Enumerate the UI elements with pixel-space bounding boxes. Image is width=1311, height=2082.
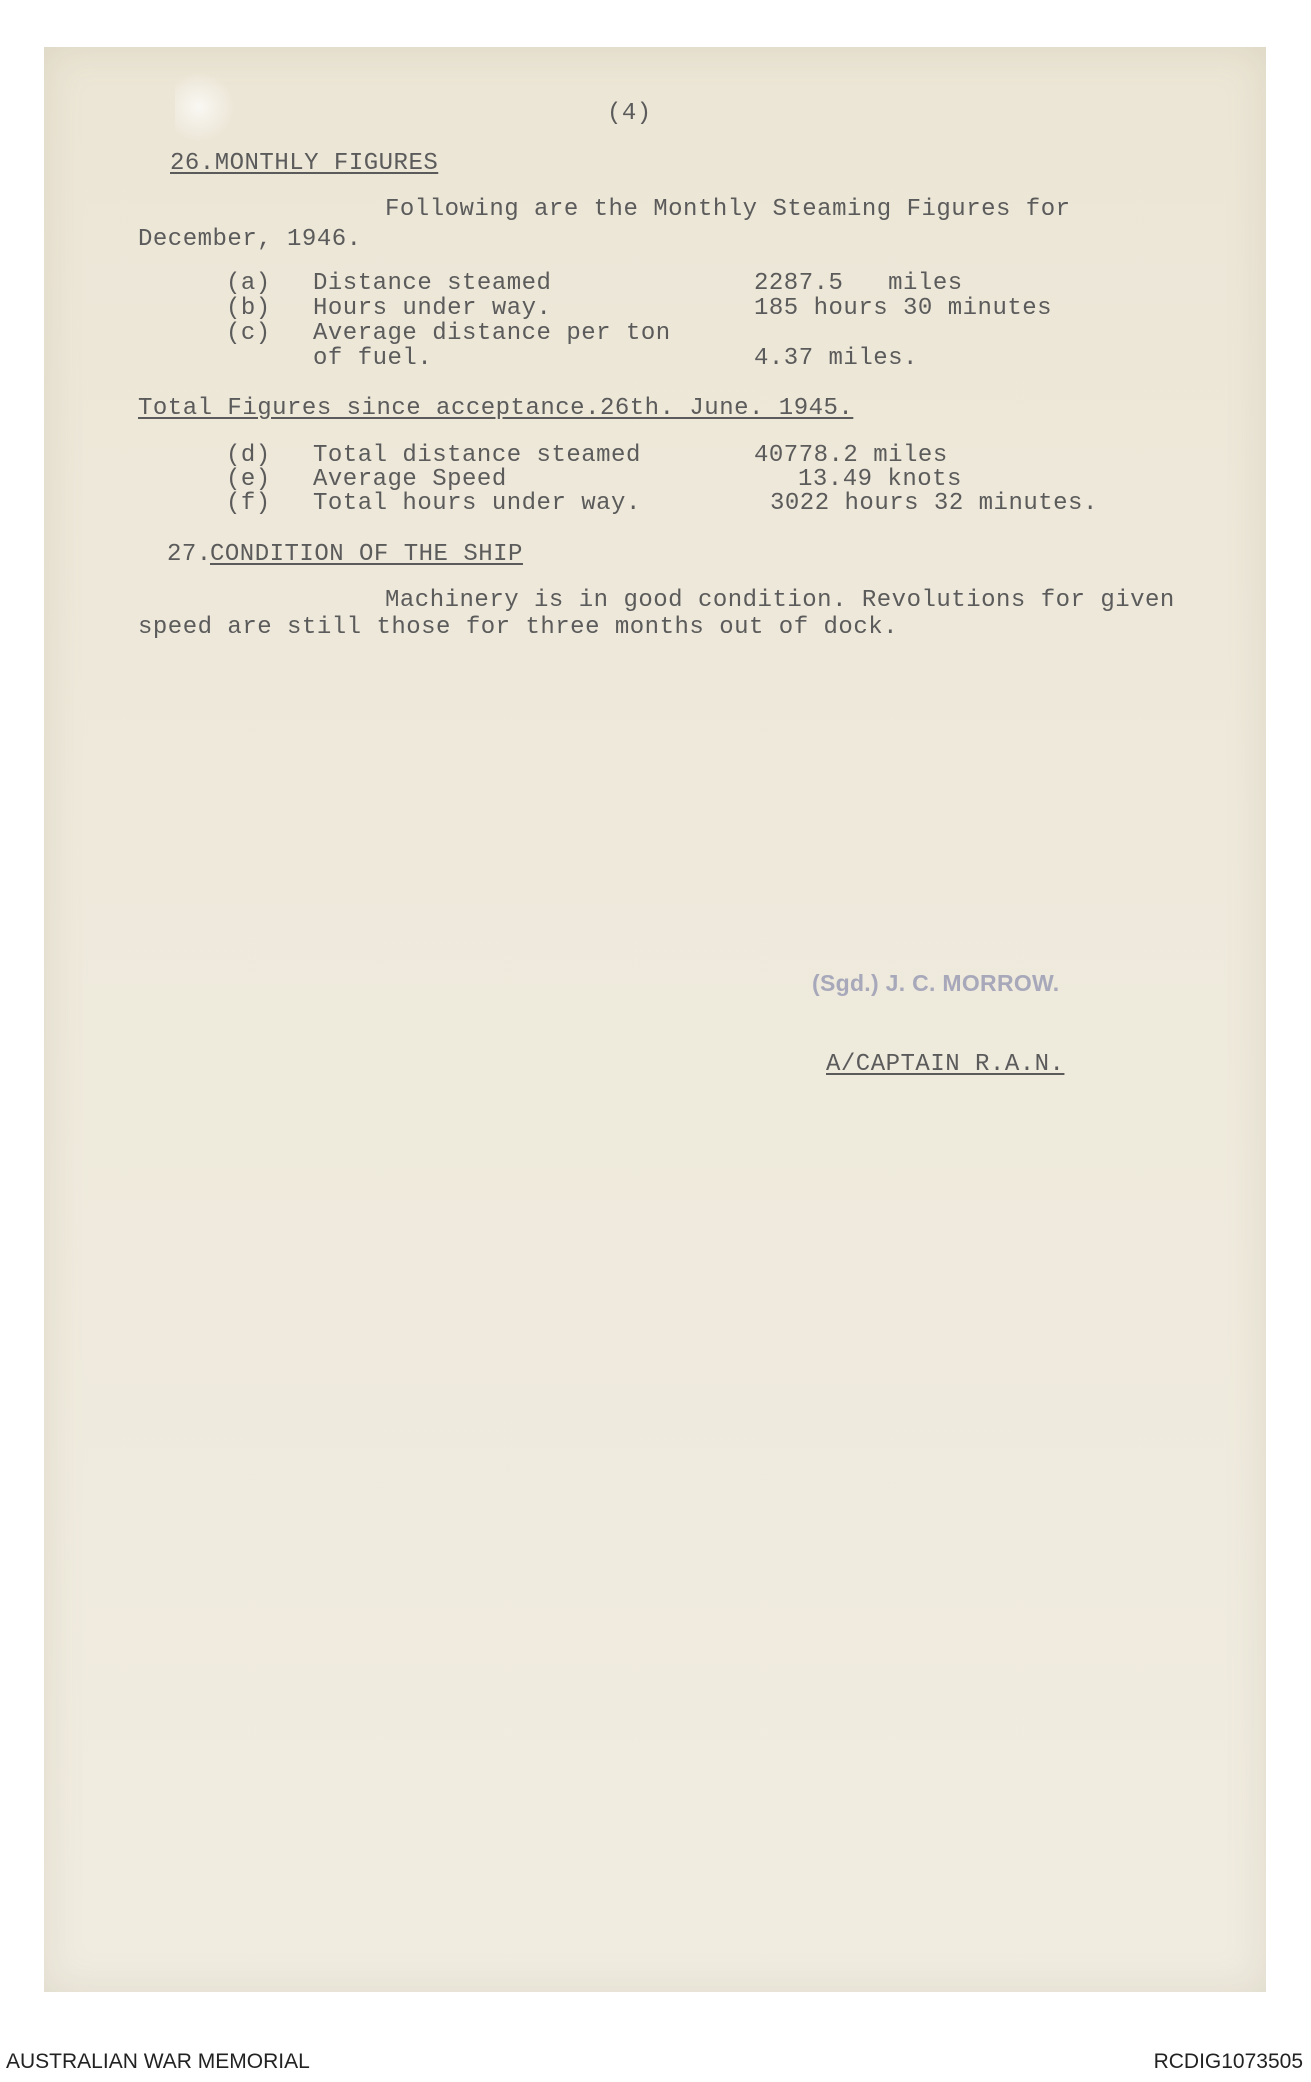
total-label: (e) xyxy=(226,466,271,493)
total-value: 13.49 knots xyxy=(798,466,962,493)
item-text: Average distance per ton xyxy=(313,320,671,347)
totals-heading: Total Figures since acceptance.26th. June. 1945. xyxy=(138,395,854,422)
footer-source: AUSTRALIAN WAR MEMORIAL xyxy=(6,2050,310,2073)
section-27-line1: Machinery is in good condition. Revolutions for given xyxy=(385,587,1175,614)
section-26-intro-line2: December, 1946. xyxy=(138,226,362,253)
total-value: 40778.2 miles xyxy=(754,442,948,469)
total-label: (f) xyxy=(226,490,271,517)
total-text: Total hours under way. xyxy=(313,490,641,517)
total-text: Total distance steamed xyxy=(313,442,641,469)
item-value: 185 hours 30 minutes xyxy=(754,295,1053,322)
section-27-number: 27. xyxy=(167,541,212,568)
item-value: 4.37 miles. xyxy=(754,345,918,372)
item-text: Distance steamed xyxy=(313,270,552,297)
section-27-line2: speed are still those for three months out of dock. xyxy=(138,614,899,641)
section-26-intro-line1: Following are the Monthly Steaming Figures for xyxy=(385,196,1071,223)
footer-record-id: RCDIG1073505 xyxy=(1153,2050,1303,2073)
signature-rank: A/CAPTAIN R.A.N. xyxy=(826,1051,1065,1078)
total-value: 3022 hours 32 minutes. xyxy=(770,490,1098,517)
item-label: (c) xyxy=(226,320,271,347)
section-26-heading: 26.MONTHLY FIGURES xyxy=(170,150,439,177)
total-text: Average Speed xyxy=(313,466,507,493)
page-number: (4) xyxy=(607,100,652,127)
item-label: (a) xyxy=(226,270,271,297)
item-value: 2287.5 miles xyxy=(754,270,963,297)
item-text-cont: of fuel. xyxy=(313,345,433,372)
item-label: (b) xyxy=(226,295,271,322)
paper-crease xyxy=(175,72,235,142)
section-27-heading: CONDITION OF THE SHIP xyxy=(210,541,523,568)
signature-stamp: (Sgd.) J. C. MORROW. xyxy=(812,970,1060,996)
item-text: Hours under way. xyxy=(313,295,552,322)
total-label: (d) xyxy=(226,442,271,469)
